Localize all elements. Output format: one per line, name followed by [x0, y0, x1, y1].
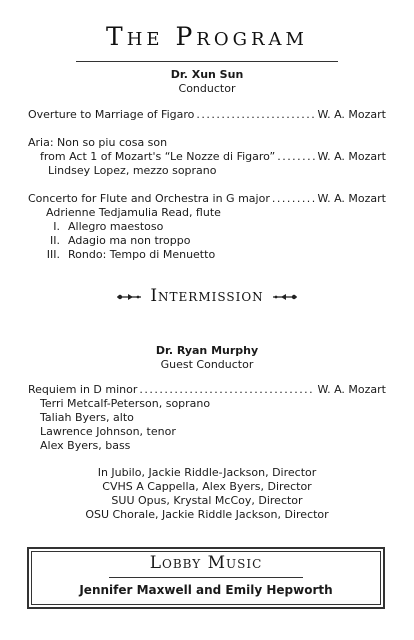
lobby-music-title: [29, 553, 383, 573]
movement-item: [40, 248, 215, 262]
soloist-item: Alex Byers, bass: [40, 439, 131, 452]
leader-dots: [272, 192, 316, 206]
aria-performer: Lindsey Lopez, mezzo soprano: [48, 164, 217, 177]
title-divider: [76, 61, 338, 62]
leader-dots: [277, 150, 315, 164]
program-title: The Program: [106, 22, 308, 51]
movement-name: Allegro maestoso: [68, 220, 164, 233]
soloist-item: Taliah Byers, alto: [40, 411, 134, 424]
intermission-heading: [0, 286, 414, 306]
leader-dots: [196, 108, 315, 122]
guest-conductor-name: Dr. Ryan Murphy: [155, 344, 259, 357]
choir-item: OSU Chorale, Jackie Riddle Jackson, Director: [85, 508, 329, 521]
overture-composer: W. A. Mozart: [317, 108, 386, 121]
movement-item: [40, 234, 190, 248]
ornament-right-icon: [272, 293, 298, 301]
soloist-item: Lawrence Johnson, tenor: [40, 425, 176, 438]
overture-title: Overture to Marriage of Figaro: [28, 108, 195, 121]
conductor-role: Conductor: [178, 82, 236, 95]
movement-number: II.: [50, 234, 60, 247]
leader-dots: [139, 383, 315, 397]
choir-item: In Jubilo, Jackie Riddle-Jackson, Director: [97, 466, 317, 479]
conductor-name: Dr. Xun Sun: [170, 68, 244, 81]
concerto-composer: W. A. Mozart: [317, 192, 386, 205]
choir-item: CVHS A Cappella, Alex Byers, Director: [102, 480, 312, 493]
choir-item: SUU Opus, Krystal McCoy, Director: [111, 494, 303, 507]
ornament-left-icon: [116, 293, 142, 301]
aria-source: from Act 1 of Mozart's “Le Nozze di Figaro”: [40, 150, 276, 163]
movement-number: I.: [53, 220, 60, 233]
requiem-composer: W. A. Mozart: [317, 383, 386, 396]
guest-conductor-role: Guest Conductor: [160, 358, 254, 371]
intermission-label: Intermission: [150, 286, 264, 306]
aria-entry: [40, 150, 386, 164]
overture-entry: [28, 108, 386, 122]
aria-title: Aria: Non so piu cosa son: [28, 136, 168, 149]
soloist-item: Terri Metcalf-Peterson, soprano: [40, 397, 211, 410]
movement-number: III.: [46, 248, 60, 261]
movement-item: [40, 220, 163, 234]
concerto-entry: [28, 192, 386, 206]
lobby-divider: [109, 577, 303, 578]
requiem-entry: [28, 383, 386, 397]
requiem-title: Requiem in D minor: [28, 383, 138, 396]
lobby-music-box: [27, 547, 385, 609]
concerto-performer: Adrienne Tedjamulia Read, flute: [46, 206, 221, 219]
lobby-performers: Jennifer Maxwell and Emily Hepworth: [79, 583, 333, 597]
concerto-title: Concerto for Flute and Orchestra in G major: [28, 192, 270, 205]
movement-name: Adagio ma non troppo: [68, 234, 191, 247]
aria-composer: W. A. Mozart: [317, 150, 386, 163]
lobby-title-text: Lobby Music: [149, 553, 263, 573]
movement-name: Rondo: Tempo di Menuetto: [68, 248, 216, 261]
